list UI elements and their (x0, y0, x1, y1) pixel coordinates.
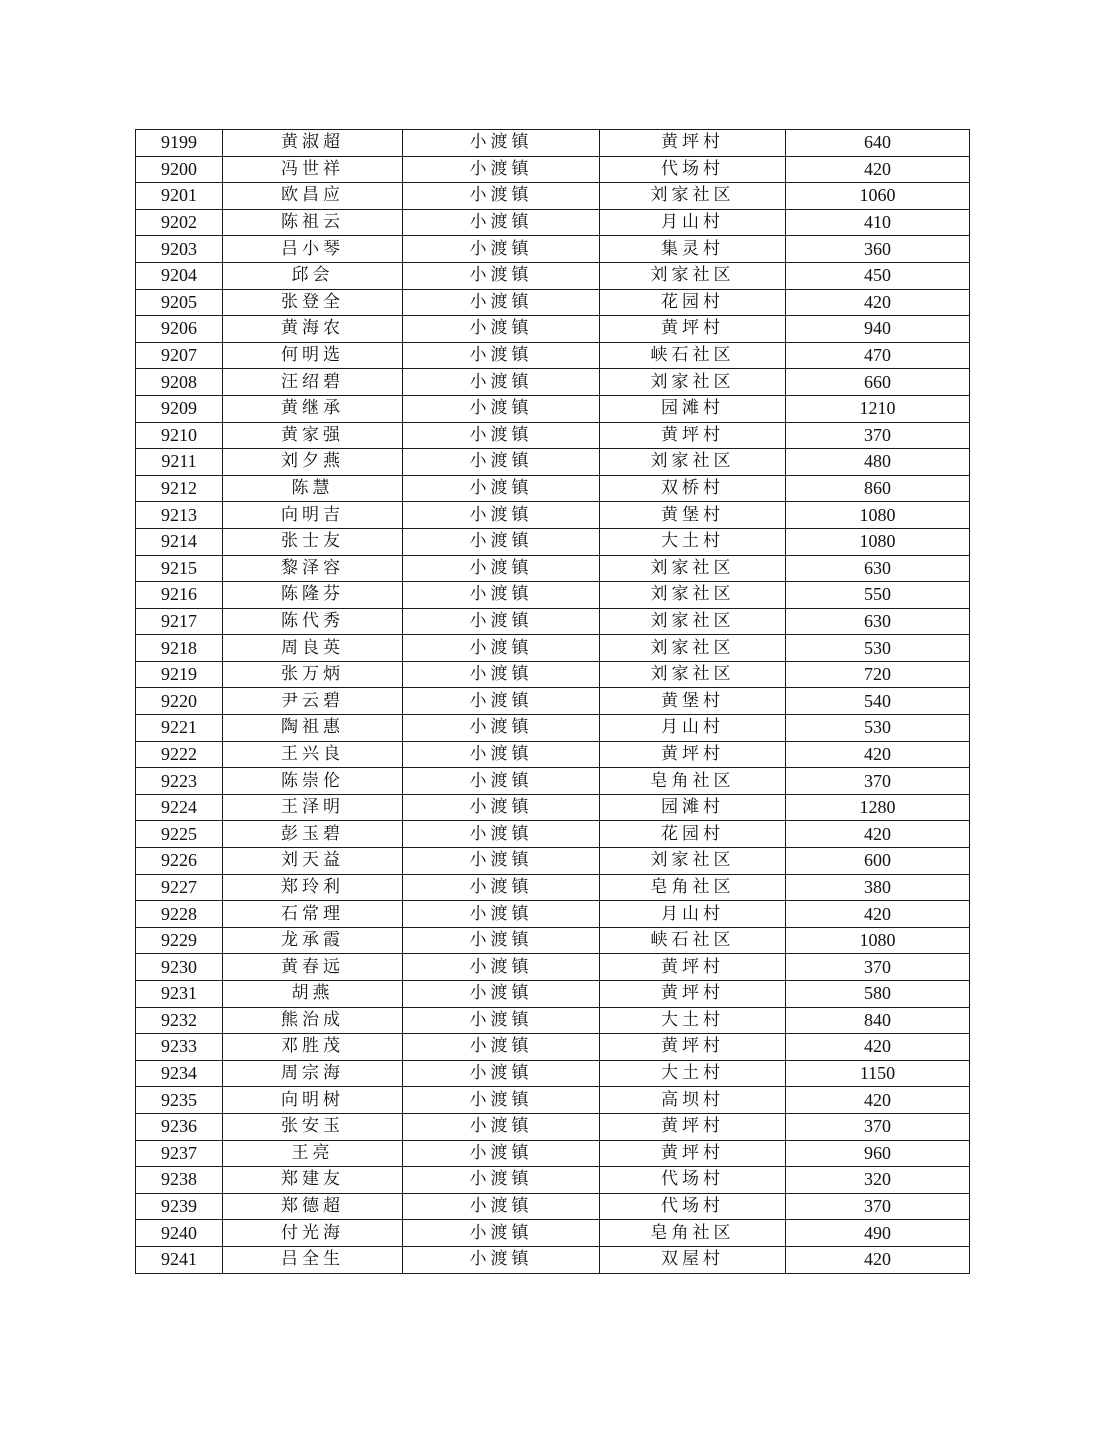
cell-amount: 540 (786, 688, 970, 715)
table-row (136, 954, 970, 981)
cell-town: 小渡镇 (403, 981, 600, 1008)
cell-amount: 410 (786, 209, 970, 236)
cell-town: 小渡镇 (403, 582, 600, 609)
cell-village: 黄堡村 (600, 502, 786, 529)
cell-name: 黄继承 (223, 395, 403, 422)
cell-village: 园滩村 (600, 794, 786, 821)
cell-village: 黄坪村 (600, 1113, 786, 1140)
table-row (136, 927, 970, 954)
table-row (136, 848, 970, 875)
cell-name: 张安玉 (223, 1113, 403, 1140)
cell-town: 小渡镇 (403, 1034, 600, 1061)
cell-id: 9216 (136, 582, 223, 609)
cell-name: 张士友 (223, 528, 403, 555)
cell-id: 9230 (136, 954, 223, 981)
cell-village: 大土村 (600, 1007, 786, 1034)
table-row (136, 582, 970, 609)
cell-amount: 420 (786, 1087, 970, 1114)
cell-amount: 1080 (786, 927, 970, 954)
cell-village: 黄坪村 (600, 130, 786, 157)
cell-amount: 360 (786, 236, 970, 263)
cell-village: 刘家社区 (600, 608, 786, 635)
cell-name: 王亮 (223, 1140, 403, 1167)
cell-amount: 470 (786, 342, 970, 369)
table-row (136, 1246, 970, 1273)
table-row (136, 821, 970, 848)
cell-amount: 1060 (786, 183, 970, 210)
cell-id: 9202 (136, 209, 223, 236)
cell-amount: 420 (786, 901, 970, 928)
cell-name: 陈崇伦 (223, 768, 403, 795)
cell-name: 黄家强 (223, 422, 403, 449)
table-row (136, 395, 970, 422)
table-row (136, 209, 970, 236)
cell-id: 9223 (136, 768, 223, 795)
cell-village: 刘家社区 (600, 635, 786, 662)
table-row (136, 130, 970, 157)
table-row (136, 528, 970, 555)
cell-town: 小渡镇 (403, 449, 600, 476)
table-row (136, 794, 970, 821)
cell-village: 刘家社区 (600, 369, 786, 396)
cell-amount: 370 (786, 1193, 970, 1220)
cell-town: 小渡镇 (403, 262, 600, 289)
cell-amount: 1150 (786, 1060, 970, 1087)
cell-village: 刘家社区 (600, 661, 786, 688)
cell-town: 小渡镇 (403, 502, 600, 529)
cell-town: 小渡镇 (403, 901, 600, 928)
cell-town: 小渡镇 (403, 156, 600, 183)
cell-amount: 960 (786, 1140, 970, 1167)
cell-town: 小渡镇 (403, 1193, 600, 1220)
cell-town: 小渡镇 (403, 130, 600, 157)
cell-id: 9222 (136, 741, 223, 768)
table-row (136, 316, 970, 343)
cell-village: 大土村 (600, 1060, 786, 1087)
cell-name: 刘夕燕 (223, 449, 403, 476)
table-row (136, 1167, 970, 1194)
table-row (136, 741, 970, 768)
cell-town: 小渡镇 (403, 1246, 600, 1273)
cell-town: 小渡镇 (403, 422, 600, 449)
cell-name: 胡燕 (223, 981, 403, 1008)
cell-amount: 480 (786, 449, 970, 476)
cell-amount: 940 (786, 316, 970, 343)
cell-town: 小渡镇 (403, 555, 600, 582)
cell-id: 9239 (136, 1193, 223, 1220)
cell-name: 石常理 (223, 901, 403, 928)
table-row (136, 608, 970, 635)
cell-name: 黄春远 (223, 954, 403, 981)
table-body (136, 130, 970, 1274)
cell-town: 小渡镇 (403, 848, 600, 875)
cell-name: 何明选 (223, 342, 403, 369)
cell-town: 小渡镇 (403, 715, 600, 742)
cell-name: 陈祖云 (223, 209, 403, 236)
cell-village: 代场村 (600, 1167, 786, 1194)
cell-id: 9232 (136, 1007, 223, 1034)
cell-village: 皂角社区 (600, 1220, 786, 1247)
cell-id: 9201 (136, 183, 223, 210)
cell-id: 9218 (136, 635, 223, 662)
cell-name: 向明吉 (223, 502, 403, 529)
cell-id: 9212 (136, 475, 223, 502)
cell-village: 集灵村 (600, 236, 786, 263)
cell-id: 9234 (136, 1060, 223, 1087)
cell-name: 彭玉碧 (223, 821, 403, 848)
cell-id: 9209 (136, 395, 223, 422)
cell-town: 小渡镇 (403, 1167, 600, 1194)
cell-name: 周良英 (223, 635, 403, 662)
table-row (136, 555, 970, 582)
table-row (136, 183, 970, 210)
cell-village: 月山村 (600, 209, 786, 236)
cell-id: 9208 (136, 369, 223, 396)
cell-amount: 420 (786, 156, 970, 183)
cell-name: 周宗海 (223, 1060, 403, 1087)
cell-town: 小渡镇 (403, 661, 600, 688)
cell-name: 付光海 (223, 1220, 403, 1247)
cell-name: 尹云碧 (223, 688, 403, 715)
cell-name: 陈隆芬 (223, 582, 403, 609)
cell-village: 双屋村 (600, 1246, 786, 1273)
cell-amount: 370 (786, 422, 970, 449)
cell-amount: 530 (786, 715, 970, 742)
cell-town: 小渡镇 (403, 1087, 600, 1114)
cell-village: 双桥村 (600, 475, 786, 502)
table-row (136, 502, 970, 529)
table-row (136, 156, 970, 183)
cell-id: 9236 (136, 1113, 223, 1140)
cell-village: 代场村 (600, 1193, 786, 1220)
cell-amount: 600 (786, 848, 970, 875)
cell-town: 小渡镇 (403, 1113, 600, 1140)
cell-amount: 420 (786, 1034, 970, 1061)
cell-id: 9228 (136, 901, 223, 928)
table-row (136, 901, 970, 928)
cell-town: 小渡镇 (403, 1060, 600, 1087)
cell-amount: 1210 (786, 395, 970, 422)
cell-village: 月山村 (600, 901, 786, 928)
cell-town: 小渡镇 (403, 1220, 600, 1247)
table-row (136, 635, 970, 662)
cell-id: 9220 (136, 688, 223, 715)
cell-amount: 420 (786, 1246, 970, 1273)
cell-amount: 630 (786, 608, 970, 635)
cell-amount: 1080 (786, 528, 970, 555)
cell-amount: 630 (786, 555, 970, 582)
cell-amount: 370 (786, 1113, 970, 1140)
cell-id: 9227 (136, 874, 223, 901)
table-row (136, 1034, 970, 1061)
cell-amount: 490 (786, 1220, 970, 1247)
cell-id: 9237 (136, 1140, 223, 1167)
cell-name: 郑建友 (223, 1167, 403, 1194)
cell-name: 黄淑超 (223, 130, 403, 157)
cell-village: 刘家社区 (600, 262, 786, 289)
cell-amount: 1280 (786, 794, 970, 821)
cell-name: 邓胜茂 (223, 1034, 403, 1061)
cell-name: 郑德超 (223, 1193, 403, 1220)
cell-village: 峡石社区 (600, 927, 786, 954)
cell-village: 峡石社区 (600, 342, 786, 369)
cell-town: 小渡镇 (403, 289, 600, 316)
cell-id: 9229 (136, 927, 223, 954)
table-row (136, 1060, 970, 1087)
cell-name: 刘天益 (223, 848, 403, 875)
table-row (136, 1007, 970, 1034)
cell-id: 9226 (136, 848, 223, 875)
cell-village: 花园村 (600, 821, 786, 848)
cell-name: 黎泽容 (223, 555, 403, 582)
cell-amount: 550 (786, 582, 970, 609)
cell-town: 小渡镇 (403, 395, 600, 422)
cell-town: 小渡镇 (403, 528, 600, 555)
cell-town: 小渡镇 (403, 741, 600, 768)
cell-name: 陈代秀 (223, 608, 403, 635)
cell-town: 小渡镇 (403, 768, 600, 795)
cell-amount: 320 (786, 1167, 970, 1194)
table-row (136, 1087, 970, 1114)
table-row (136, 768, 970, 795)
table-row (136, 236, 970, 263)
table-row (136, 1193, 970, 1220)
cell-id: 9210 (136, 422, 223, 449)
cell-amount: 370 (786, 954, 970, 981)
cell-name: 张登全 (223, 289, 403, 316)
cell-village: 刘家社区 (600, 183, 786, 210)
table-row (136, 475, 970, 502)
cell-village: 刘家社区 (600, 582, 786, 609)
cell-name: 冯世祥 (223, 156, 403, 183)
cell-town: 小渡镇 (403, 821, 600, 848)
cell-name: 向明树 (223, 1087, 403, 1114)
cell-id: 9238 (136, 1167, 223, 1194)
cell-id: 9199 (136, 130, 223, 157)
cell-id: 9235 (136, 1087, 223, 1114)
cell-name: 陈慧 (223, 475, 403, 502)
table-row (136, 661, 970, 688)
cell-town: 小渡镇 (403, 236, 600, 263)
cell-amount: 580 (786, 981, 970, 1008)
cell-id: 9241 (136, 1246, 223, 1273)
cell-village: 黄坪村 (600, 981, 786, 1008)
cell-amount: 420 (786, 289, 970, 316)
cell-village: 花园村 (600, 289, 786, 316)
table-row (136, 449, 970, 476)
cell-amount: 660 (786, 369, 970, 396)
cell-id: 9217 (136, 608, 223, 635)
cell-town: 小渡镇 (403, 874, 600, 901)
cell-village: 黄坪村 (600, 1034, 786, 1061)
cell-id: 9205 (136, 289, 223, 316)
table-row (136, 688, 970, 715)
table-row (136, 289, 970, 316)
cell-amount: 420 (786, 741, 970, 768)
table-row (136, 369, 970, 396)
table-row (136, 342, 970, 369)
cell-name: 龙承霞 (223, 927, 403, 954)
cell-id: 9240 (136, 1220, 223, 1247)
cell-id: 9224 (136, 794, 223, 821)
cell-name: 王泽明 (223, 794, 403, 821)
cell-town: 小渡镇 (403, 954, 600, 981)
cell-name: 熊治成 (223, 1007, 403, 1034)
table-row (136, 262, 970, 289)
cell-name: 欧昌应 (223, 183, 403, 210)
cell-amount: 420 (786, 821, 970, 848)
cell-village: 刘家社区 (600, 555, 786, 582)
cell-amount: 860 (786, 475, 970, 502)
cell-name: 吕小琴 (223, 236, 403, 263)
cell-village: 黄坪村 (600, 741, 786, 768)
cell-village: 月山村 (600, 715, 786, 742)
cell-id: 9219 (136, 661, 223, 688)
cell-village: 皂角社区 (600, 874, 786, 901)
cell-town: 小渡镇 (403, 342, 600, 369)
cell-id: 9221 (136, 715, 223, 742)
cell-town: 小渡镇 (403, 316, 600, 343)
cell-id: 9215 (136, 555, 223, 582)
cell-village: 刘家社区 (600, 848, 786, 875)
cell-village: 黄坪村 (600, 954, 786, 981)
cell-town: 小渡镇 (403, 635, 600, 662)
table-row (136, 715, 970, 742)
cell-name: 陶祖惠 (223, 715, 403, 742)
cell-name: 郑玲利 (223, 874, 403, 901)
table-row (136, 1220, 970, 1247)
cell-amount: 380 (786, 874, 970, 901)
cell-amount: 1080 (786, 502, 970, 529)
cell-amount: 720 (786, 661, 970, 688)
cell-village: 刘家社区 (600, 449, 786, 476)
table-row (136, 874, 970, 901)
cell-id: 9206 (136, 316, 223, 343)
cell-amount: 640 (786, 130, 970, 157)
cell-name: 黄海农 (223, 316, 403, 343)
cell-id: 9203 (136, 236, 223, 263)
cell-town: 小渡镇 (403, 1140, 600, 1167)
cell-id: 9207 (136, 342, 223, 369)
cell-village: 黄坪村 (600, 316, 786, 343)
cell-village: 大土村 (600, 528, 786, 555)
cell-town: 小渡镇 (403, 1007, 600, 1034)
cell-town: 小渡镇 (403, 475, 600, 502)
cell-town: 小渡镇 (403, 927, 600, 954)
cell-amount: 530 (786, 635, 970, 662)
cell-id: 9233 (136, 1034, 223, 1061)
data-table (135, 129, 970, 1274)
cell-town: 小渡镇 (403, 608, 600, 635)
cell-id: 9214 (136, 528, 223, 555)
cell-amount: 370 (786, 768, 970, 795)
cell-village: 皂角社区 (600, 768, 786, 795)
cell-village: 黄堡村 (600, 688, 786, 715)
cell-name: 吕全生 (223, 1246, 403, 1273)
cell-town: 小渡镇 (403, 183, 600, 210)
table-row (136, 1113, 970, 1140)
cell-village: 园滩村 (600, 395, 786, 422)
cell-id: 9211 (136, 449, 223, 476)
cell-town: 小渡镇 (403, 369, 600, 396)
table-row (136, 981, 970, 1008)
cell-village: 高坝村 (600, 1087, 786, 1114)
cell-id: 9204 (136, 262, 223, 289)
cell-town: 小渡镇 (403, 209, 600, 236)
cell-village: 黄坪村 (600, 1140, 786, 1167)
table-row (136, 1140, 970, 1167)
cell-name: 王兴良 (223, 741, 403, 768)
cell-name: 邱会 (223, 262, 403, 289)
cell-id: 9231 (136, 981, 223, 1008)
cell-id: 9200 (136, 156, 223, 183)
cell-name: 张万炳 (223, 661, 403, 688)
cell-village: 代场村 (600, 156, 786, 183)
cell-town: 小渡镇 (403, 688, 600, 715)
cell-id: 9213 (136, 502, 223, 529)
cell-id: 9225 (136, 821, 223, 848)
table-row (136, 422, 970, 449)
cell-name: 汪绍碧 (223, 369, 403, 396)
cell-amount: 840 (786, 1007, 970, 1034)
cell-village: 黄坪村 (600, 422, 786, 449)
cell-town: 小渡镇 (403, 794, 600, 821)
cell-amount: 450 (786, 262, 970, 289)
